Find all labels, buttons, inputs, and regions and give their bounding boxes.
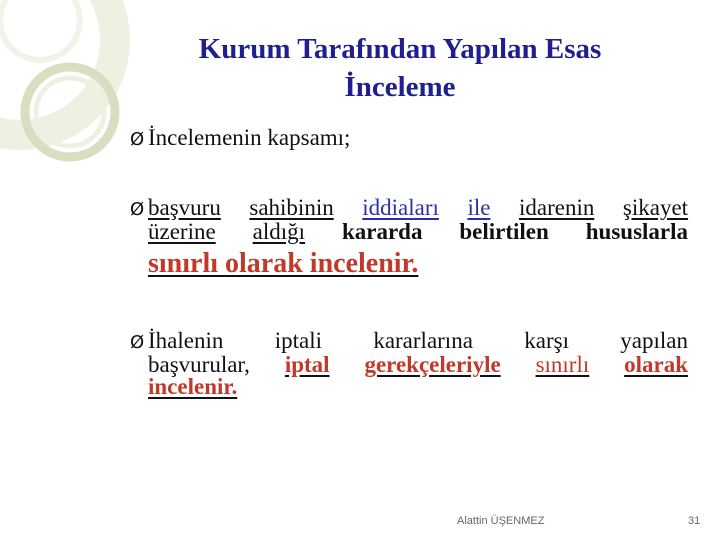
bullet-3-line-1-text: İhalenin iptali kararlarına karşı yapılan bbox=[148, 328, 688, 353]
arrow-bullet-icon: Ø bbox=[130, 199, 145, 220]
phrase-basvurular: başvurular, bbox=[148, 352, 250, 377]
phrase-iptal: iptal bbox=[284, 352, 330, 377]
bullet-2-line-2 bbox=[130, 221, 688, 243]
bullet-1-text: İncelemenin kapsamı; bbox=[148, 125, 351, 150]
bullet-2-line-1 bbox=[130, 197, 688, 221]
bullet-3-line-3 bbox=[130, 376, 688, 398]
phrase-sahibinin: sahibinin bbox=[249, 195, 334, 220]
phrase-uzerine: üzerine bbox=[148, 219, 216, 244]
slide-title bbox=[120, 30, 680, 106]
bullet-2 bbox=[130, 195, 689, 279]
arrow-bullet-icon: Ø bbox=[130, 129, 145, 150]
bullet-3-line-2 bbox=[130, 354, 688, 376]
phrase-sikayet: şikayet bbox=[622, 195, 689, 220]
bullet-3-line-1 bbox=[130, 330, 688, 354]
bullet-3 bbox=[130, 330, 688, 398]
footer-author: Alattin ÜŞENMEZ bbox=[457, 515, 545, 527]
phrase-gerekceleriyle: gerekçeleriyle bbox=[364, 352, 501, 377]
page-number: 31 bbox=[688, 515, 701, 527]
arrow-bullet-icon: Ø bbox=[130, 332, 145, 353]
phrase-kararda: kararda belirtilen hususlarla bbox=[341, 219, 689, 244]
title-line-1: Kurum Tarafından Yapılan Esas bbox=[198, 33, 602, 65]
title-line-2: İnceleme bbox=[344, 71, 456, 103]
phrase-aldigi: aldığı bbox=[252, 219, 306, 244]
bullet-1 bbox=[130, 127, 688, 151]
phrase-idarenin: idarenin bbox=[519, 195, 595, 220]
phrase-basvuru: başvuru bbox=[148, 195, 221, 220]
phrase-iddialari: iddiaları bbox=[362, 195, 439, 220]
phrase-ile: ile bbox=[467, 195, 491, 220]
phrase-olarak: olarak bbox=[624, 352, 689, 377]
phrase-sinirli: sınırlı bbox=[535, 352, 590, 377]
phrase-incelenir: incelenir. bbox=[148, 374, 238, 399]
phrase-sinirli-olarak-incelenir: sınırlı olarak incelenir. bbox=[148, 248, 419, 279]
bullet-2-line-3 bbox=[130, 248, 688, 279]
